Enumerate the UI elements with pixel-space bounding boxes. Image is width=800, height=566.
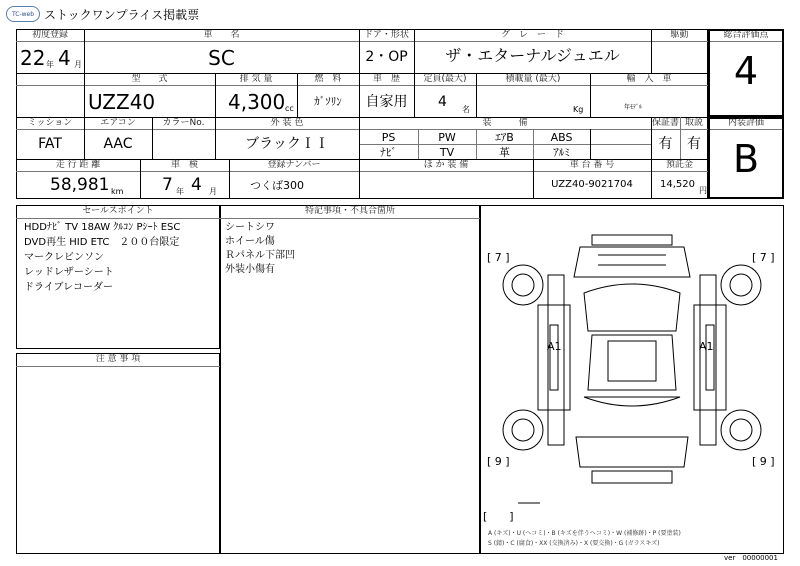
capacity: 4 [438, 94, 447, 110]
grade: ザ・エターナルジュエル [445, 46, 620, 65]
aircon: AAC [103, 136, 133, 152]
unit-kg: Kg [573, 105, 584, 114]
equipment-tv: TV [439, 146, 455, 159]
label-load: 積載量 (最大) [505, 74, 561, 84]
label-interior-score: 内装評価 [727, 118, 764, 128]
unit-year-model: 年ﾓﾃﾞﾙ [624, 104, 643, 111]
legend-line-2: S (錆)・C (腐食)・XX (交換済み)・X (要交換)・G (ガラスキズ) [488, 540, 660, 547]
roof [608, 341, 656, 381]
sales-point-4: レッドレザーシート [24, 267, 114, 278]
unit-inspection-year: 年 [176, 187, 184, 196]
inspection-year: 7 [162, 175, 173, 195]
mileage: 58,981 [50, 175, 110, 195]
sales-point-1: HDDﾅﾋﾞ TV 18AW ｸﾙｺﾝ Pｼｰﾄ ESC [24, 222, 181, 233]
label-history: 車 歴 [372, 74, 400, 84]
label-exterior-color: 外 装 色 [270, 118, 304, 128]
label-warranty: 保証書 [651, 118, 679, 128]
label-chassis-no: 車 台 番 号 [569, 160, 615, 170]
unit-km: km [111, 187, 124, 196]
unit-yen: 円 [699, 186, 707, 195]
label-displacement: 排 気 量 [239, 74, 273, 84]
equipment-navi: ﾅﾋﾞ [380, 146, 397, 159]
label-mission: ミッション [27, 118, 73, 128]
version-label: ver 00000001 [724, 554, 778, 562]
tire-rear-left [503, 410, 543, 450]
deposit: 14,520 [660, 179, 695, 190]
warranty: 有 [658, 136, 673, 152]
tire-front-right [721, 265, 761, 305]
plate: つくば300 [250, 179, 304, 192]
label-manual: 取説 [684, 118, 703, 128]
label-overall-score: 総合評価点 [723, 30, 769, 40]
label-mileage: 走 行 距 離 [55, 160, 101, 170]
unit-inspection-month: 月 [209, 187, 217, 196]
label-model: 型 式 [131, 74, 168, 84]
unit-cc: cc [285, 104, 294, 113]
document-title: ストックワンプライス掲載票 [44, 8, 200, 22]
inspection-month: 4 [191, 175, 202, 195]
sales-point-3: マークレビンソン [24, 252, 104, 263]
unit-year: 年 [46, 60, 54, 69]
label-import: 輸 入 車 [626, 74, 672, 84]
label-plate: 登録ナンバー [267, 160, 321, 170]
history: 自家用 [365, 94, 408, 110]
label-notes: 注 意 事 項 [95, 354, 141, 364]
label-deposit: 預託金 [665, 160, 693, 170]
equipment-leather: 革 [499, 146, 510, 159]
remark-2: ホイール傷 [225, 236, 275, 247]
front-bumper [592, 235, 672, 245]
sales-point-2: DVD再生 HID ETC ２００台限定 [24, 237, 180, 248]
label-door-type: ドア・形状 [364, 30, 409, 40]
equipment-airbag: ｴｱB [495, 131, 514, 144]
notes-box [16, 353, 220, 554]
cabin [584, 284, 680, 331]
tire-rl-score: [ 9 ] [487, 455, 510, 468]
displacement: 4,300 [228, 90, 286, 114]
exterior-color: ブラックＩＩ [245, 136, 329, 152]
reg-year: 22 [20, 46, 46, 70]
tc-web-logo: TC-web [6, 6, 40, 22]
equipment-ps: PS [381, 131, 396, 144]
unit-person: 名 [462, 105, 470, 114]
damage-mark-left: A1 [547, 340, 562, 353]
label-other-equipment: ほ か 装 備 [423, 160, 469, 170]
label-aircon: エアコン [100, 118, 136, 128]
overall-score: 4 [733, 49, 759, 93]
remark-3: Ｒパネル下部凹 [225, 250, 295, 261]
door-type: 2・OP [365, 49, 408, 65]
fuel: ｶﾞｿﾘﾝ [314, 95, 342, 108]
tire-front-left [503, 265, 543, 305]
equipment-pw: PW [438, 131, 456, 144]
car-outline-diagram [480, 205, 784, 535]
label-sales-points: セールスポイント [82, 206, 154, 216]
mission: FAT [38, 136, 62, 152]
reg-month: 4 [58, 46, 71, 70]
tire-rr-score: [ 9 ] [752, 455, 775, 468]
tire-fl-score: [ 7 ] [487, 251, 510, 264]
car-name: SC [208, 46, 235, 70]
label-equipment: 装 備 [482, 118, 528, 128]
chassis-no: UZZ40-9021704 [551, 179, 633, 190]
label-first-reg: 初度登録 [31, 30, 68, 40]
label-capacity: 定員(最大) [423, 74, 467, 84]
equipment-alloy: ｱﾙﾐ [553, 146, 570, 159]
manual: 有 [687, 136, 701, 152]
model-code: UZZ40 [88, 90, 156, 114]
interior-score: B [732, 137, 760, 181]
trunk [576, 437, 688, 467]
hood [574, 247, 690, 277]
remark-1: シートシワ [225, 222, 275, 233]
label-car-name: 車 名 [203, 30, 240, 40]
label-grade: グ レ ー ド [500, 30, 564, 40]
label-remarks: 特記事項・不具合箇所 [304, 206, 395, 216]
label-color-no: カラーNo. [162, 118, 205, 128]
label-drive: 駆動 [670, 30, 689, 40]
unit-month: 月 [74, 60, 82, 69]
tire-rear-right [721, 410, 761, 450]
legend-line-1: A (キズ)・U (ヘコミ)・B (キズを伴うヘコミ)・W (補修跡)・P (要塗装) [488, 530, 681, 537]
sales-point-5: ドライブレコーダー [24, 282, 113, 293]
tire-fr-score: [ 7 ] [752, 251, 775, 264]
spare-tire-score: [ ] [483, 510, 514, 523]
equipment-abs: ABS [550, 131, 573, 144]
remark-4: 外装小傷有 [225, 264, 275, 275]
label-fuel: 燃 料 [314, 74, 342, 84]
damage-mark-right: A1 [699, 340, 714, 353]
label-inspection: 車 検 [170, 160, 198, 170]
